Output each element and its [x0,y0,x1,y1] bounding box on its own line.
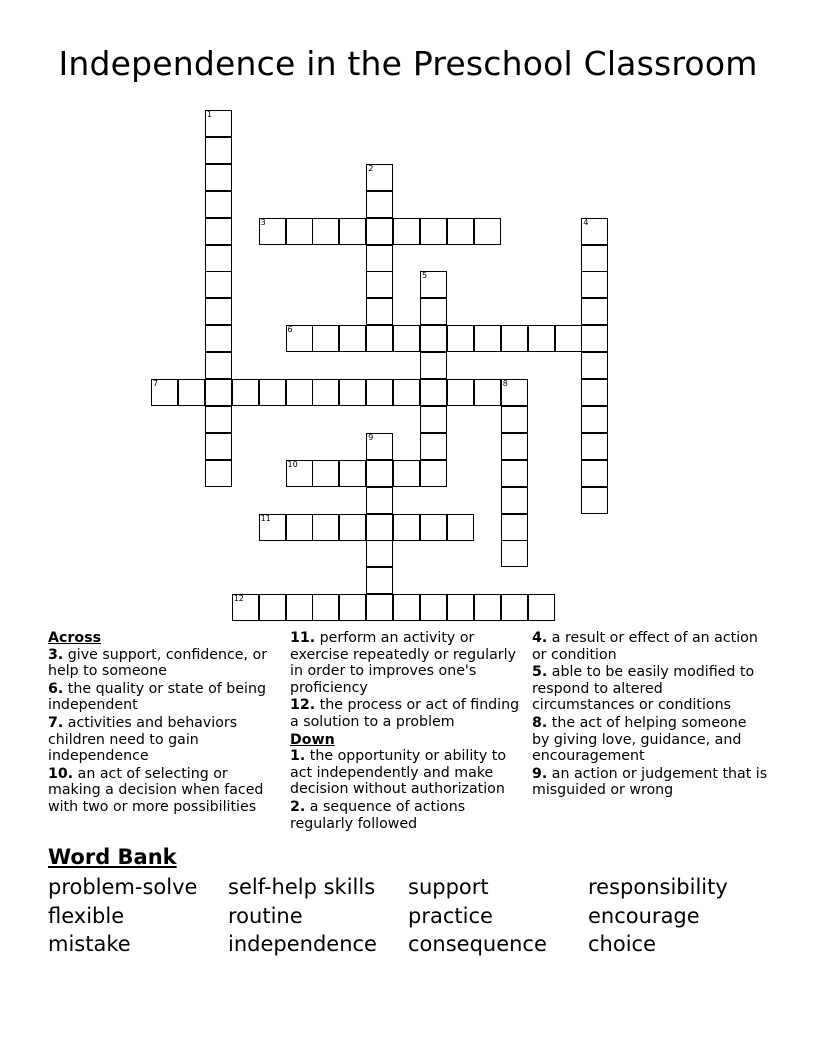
across-heading: Across [48,630,102,646]
word-bank-item: mistake [48,932,131,956]
crossword-cell[interactable] [312,514,339,541]
crossword-cell[interactable] [232,379,259,406]
crossword-cell[interactable] [366,514,393,541]
crossword-cell[interactable] [581,218,608,245]
across-clue-11: 11. perform an activity or exercise repeatedly or regularly in order to improves one's proficiency [290,630,516,696]
crossword-cell[interactable] [393,325,420,352]
crossword-cell[interactable] [420,352,447,379]
word-bank-item: choice [588,932,657,956]
crossword-cell[interactable] [259,594,286,621]
cell-number: 1 [206,110,212,119]
word-bank-item: responsibility [588,875,728,899]
down-clue-9: 9. an action or judgement that is misguided or wrong [532,765,768,799]
word-bank-item: routine [228,903,303,928]
crossword-cell[interactable] [312,594,339,621]
crossword-cell[interactable] [501,433,528,460]
crossword-cell[interactable] [286,460,313,487]
crossword-cell[interactable] [366,594,393,621]
crossword-cell[interactable] [474,594,501,621]
down-clue-4: 4. a result or effect of an action or condition [532,630,758,663]
crossword-cell[interactable] [528,325,555,352]
crossword-cell[interactable] [393,460,420,487]
crossword-cell[interactable] [339,460,366,487]
across-clue-6: 6. the quality or state of being independent [48,680,266,714]
crossword-cell[interactable] [420,406,447,433]
crossword-cell[interactable] [581,460,608,487]
crossword-cell[interactable] [501,487,528,514]
crossword-cell[interactable] [447,514,474,541]
crossword-cell[interactable] [581,379,608,406]
cell-number: 4 [583,217,589,227]
clues-column-2 [290,630,526,833]
crossword-cell[interactable] [474,218,501,245]
crossword-cell[interactable] [420,325,447,352]
crossword-cell[interactable] [366,567,393,594]
crossword-cell[interactable] [501,594,528,621]
crossword-cell[interactable] [474,325,501,352]
crossword-cell[interactable] [366,487,393,514]
crossword-cell[interactable] [151,379,178,406]
crossword-cell[interactable] [420,460,447,487]
crossword-cell[interactable] [205,352,232,379]
crossword-cell[interactable] [501,325,528,352]
crossword-cell[interactable] [205,433,232,460]
word-bank-item: consequence [408,932,547,956]
cell-number: 8 [502,379,508,388]
crossword-cell[interactable] [366,191,393,218]
crossword-cell[interactable] [205,191,232,218]
crossword-cell[interactable] [205,164,232,191]
crossword-cell[interactable] [205,379,232,406]
crossword-cell[interactable] [366,460,393,487]
crossword-cell[interactable] [581,433,608,460]
crossword-cell[interactable] [420,271,447,298]
crossword-cell[interactable] [528,594,555,621]
crossword-cell[interactable] [393,594,420,621]
crossword-cell[interactable] [366,433,393,460]
crossword-cell[interactable] [366,325,393,352]
crossword-cell[interactable] [581,298,608,325]
cell-number: 6 [287,325,293,335]
cell-number: 10 [287,459,298,469]
crossword-cell[interactable] [420,379,447,406]
crossword-cell[interactable] [286,325,313,352]
crossword-cell[interactable] [286,379,313,406]
down-clue-5: 5. able to be easily modified to respond to altered circumstances or conditions [532,664,755,714]
crossword-cell[interactable] [339,379,366,406]
crossword-cell[interactable] [501,514,528,541]
down-clue-8: 8. the act of helping someone by giving love, guidance, and encouragement [532,714,747,765]
crossword-cell[interactable] [393,379,420,406]
crossword-cell[interactable] [232,594,259,621]
crossword-cell[interactable] [286,218,313,245]
crossword-cell[interactable] [474,379,501,406]
crossword-cell[interactable] [339,594,366,621]
word-bank-item: independence [228,932,377,956]
crossword-cell[interactable] [366,379,393,406]
word-bank-item: flexible [48,903,125,928]
clues-column-3 [532,630,768,800]
crossword-cell[interactable] [205,271,232,298]
crossword-cell[interactable] [205,245,232,272]
crossword-cell[interactable] [312,325,339,352]
crossword-cell[interactable] [205,137,232,164]
crossword-cell[interactable] [178,379,205,406]
crossword-cell[interactable] [286,514,313,541]
crossword-cell[interactable] [205,218,232,245]
crossword-cell[interactable] [393,514,420,541]
word-bank-item: practice [408,903,493,928]
crossword-cell[interactable] [259,379,286,406]
crossword-cell[interactable] [205,460,232,487]
crossword-cell[interactable] [339,514,366,541]
word-bank [48,873,768,959]
crossword-cell[interactable] [366,540,393,567]
crossword-cell[interactable] [205,406,232,433]
crossword-cell[interactable] [366,298,393,325]
crossword-cell[interactable] [259,514,286,541]
crossword-cell[interactable] [205,298,232,325]
cell-number: 7 [153,379,159,388]
word-bank-title: Word Bank [48,845,177,869]
crossword-cell[interactable] [366,218,393,245]
crossword-cell[interactable] [581,245,608,272]
crossword-cell[interactable] [205,110,232,137]
crossword-cell[interactable] [366,164,393,191]
word-bank-item: encourage [588,903,700,928]
crossword-cell[interactable] [366,271,393,298]
across-clue-10: 10. an act of selecting or making a decision when faced with two or more possibilities [48,765,264,815]
crossword-cell[interactable] [312,218,339,245]
down-heading: Down [290,731,335,748]
crossword-cell[interactable] [447,325,474,352]
across-clue-3: 3. give support, confidence, or help to someone [48,646,268,680]
crossword-cell[interactable] [555,325,582,352]
crossword-cell[interactable] [581,406,608,433]
crossword-cell[interactable] [581,487,608,514]
crossword-cell[interactable] [581,271,608,298]
crossword-cell[interactable] [286,594,313,621]
cell-number: 11 [260,513,271,523]
page-title: Independence in the Preschool Classroom [58,44,758,83]
crossword-cell[interactable] [312,460,339,487]
cell-number: 3 [260,217,266,227]
down-clue-2: 2. a sequence of actions regularly followed [290,798,466,832]
crossword-cell[interactable] [339,325,366,352]
across-clue-12: 12. the process or act of finding a solution to a problem [290,697,520,730]
crossword-cell[interactable] [420,594,447,621]
crossword-cell[interactable] [259,218,286,245]
crossword-cell[interactable] [501,460,528,487]
crossword-cell[interactable] [205,325,232,352]
crossword-cell[interactable] [420,433,447,460]
down-clue-1: 1. the opportunity or ability to act independently and make decision without authorization [290,748,506,798]
crossword-cell[interactable] [581,352,608,379]
crossword-cell[interactable] [447,594,474,621]
crossword-cell[interactable] [501,406,528,433]
crossword-cell[interactable] [501,540,528,567]
crossword-cell[interactable] [366,245,393,272]
across-clue-7: 7. activities and behaviors children need to gain independence [48,714,238,765]
cell-number: 5 [422,271,428,281]
cell-number: 9 [368,432,374,442]
crossword-cell[interactable] [393,218,420,245]
cell-number: 2 [368,163,374,173]
crossword-cell[interactable] [420,298,447,325]
crossword-cell[interactable] [420,218,447,245]
crossword-cell[interactable] [420,514,447,541]
word-bank-item: support [408,875,489,899]
crossword-cell[interactable] [581,325,608,352]
word-bank-item: self-help skills [228,875,376,899]
crossword-cell[interactable] [447,218,474,245]
clues-column-1 [48,630,280,817]
cell-number: 12 [233,594,244,604]
crossword-cell[interactable] [447,379,474,406]
crossword-cell[interactable] [312,379,339,406]
word-bank-item: problem-solve [48,875,198,899]
crossword-cell[interactable] [501,379,528,406]
crossword-cell[interactable] [339,218,366,245]
